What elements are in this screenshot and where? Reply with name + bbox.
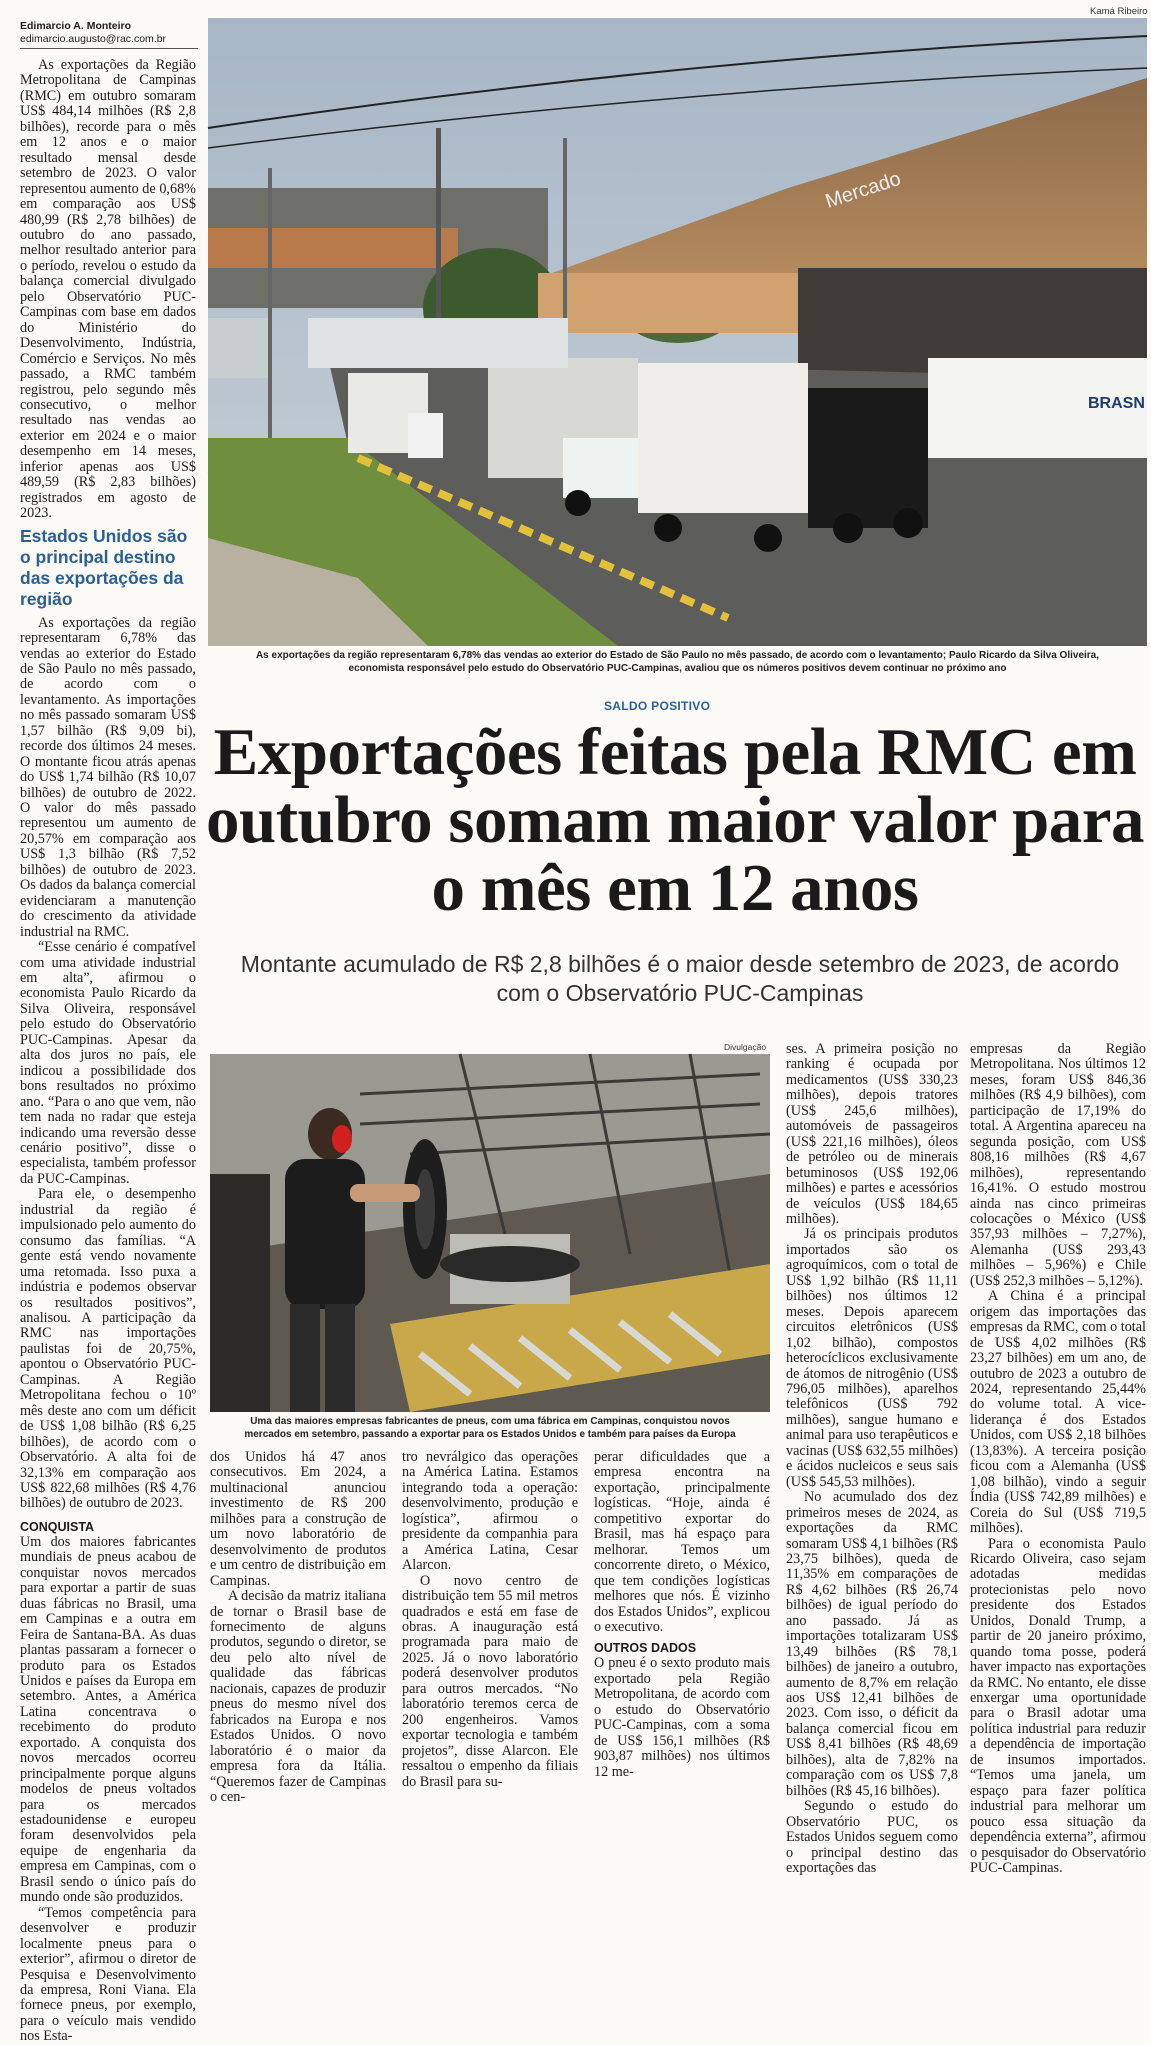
paragraph: perar dificuldades que a empresa encontra na exportação, principalmente logísticas. “Hoje, ainda é competitivo exportar do Brasil, mas há espaço para melhorar. Temos um concorrente direto, o México, que tem condições logísticas melhores que nós. É vizinho dos Estados Unidos”, explicou o executivo. <box>594 1449 770 1635</box>
author-divider <box>20 48 198 49</box>
paragraph: Já os principais produtos importados são os agroquímicos, com o total de US$ 1,92 bilhão (R$ 11,11 bilhões) nos últimos 12 meses. Depois aparecem circuitos eletrônicos (US$ 1,02 bilhão), compostos heterocíclicos exclusivamente de átomos de nitrogênio (US$ 796,05 milhões), aparelhos telefônicos (US$ 792 milhões), sangue humano e animal para uso terapêuticos e vacinas (US$ 632,55 milhões) e ácidos nucleicos e seus sais (US$ 545,53 milhões). <box>786 1226 958 1490</box>
author-email: edimarcio.augusto@rac.com.br <box>20 33 167 45</box>
paragraph: A decisão da matriz italiana de tornar o Brasil base de fornecimento de alguns produtos, segundo o diretor, se deu pelo alto nível de qualidade das fábricas nacionais, capazes de produzir pneus do mesmo nível dos fabricados na Europa e nos Estados Unidos. O novo laboratório é o maior da empresa fora da Itália. “Queremos fazer de Campinas o cen- <box>210 1588 386 1805</box>
caption-line: As exportações da região representaram 6,78% das vendas ao exterior do Estado de São Paulo no mês passado, de acordo com o levantamento; Paulo Ricardo da Silva Oliveira, <box>255 650 1100 661</box>
author-name: Edimarcio A. Monteiro <box>20 20 132 32</box>
paragraph: Para ele, o desempenho industrial da região é impulsionado pelo aumento do consumo das famílias. “A gente está vendo novamente uma retomada. Isso puxa a indústria e podemos observar os resultados positivos”, analisou. A participação da RMC nas importações paulistas foi de 20,75%, apontou o Observatório PUC-Campinas. A Região Metropolitana fechou o 10º mês deste ano com um déficit de US$ 1,08 bilhão (R$ 6,25 bilhões), de acordo com o Observatório. A alta foi de 32,13% em comparação aos US$ 822,68 milhões (R$ 4,76 bilhões) de outubro de 2023. <box>20 1186 196 1512</box>
photo-credit-mid: Divulgação <box>724 1042 767 1052</box>
subhead: Estados Unidos são o principal destino das exportações da região <box>20 525 188 609</box>
paragraph: A China é a principal origem das importações das empresas da RMC, com o total de US$ 4,02 milhões (R$ 23,27 bilhões) em um ano, de outubro de 2023 a outubro de 2024, representando 25,44% do volume total. A vice-liderança é dos Estados Unidos, com US$ 2,18 bilhões (13,83%). A terceira posição ficou com a Alemanha (US$ 1,08 bilhão), vindo a seguir Índia (US$ 742,89 milhões) e Coreia do Sul (US$ 719,5 milhões). <box>970 1288 1146 1537</box>
photo-tire-factory <box>210 1054 770 1412</box>
caption-line: economista responsável pelo estudo do Observatório PUC-Campinas, avaliou que os números positivos devem continuar no próximo ano <box>348 662 1007 674</box>
headline: Exportações feitas pela RMC em outubro somam maior valor para o mês em 12 anos <box>206 715 1144 925</box>
trucks-scene-image <box>208 18 1147 646</box>
svg-text:BRASN: BRASN <box>1088 395 1145 412</box>
paragraph: O pneu é o sexto produto mais exportado pela Região Metropolitana, de acordo com o estudo do Observatório PUC-Campinas, com a soma de US$ 156,1 milhões (R$ 903,87 milhões) nos últimos 12 me- <box>594 1655 770 1780</box>
article-column-3 <box>402 1449 578 1790</box>
paragraph: As exportações da região representaram 6,78% das vendas ao exterior do Estado de São Paulo no mês passado, de acordo com o levantamento. As importações no mês passado somaram US$ 1,57 bilhão (R$ 9,09 bi), recorde dos últimos 24 meses. O montante ficou atrás apenas do US$ 1,74 bilhão (R$ 10,07 bilhões) de outubro de 2022. O valor do mês passado representou um aumento de 20,57% em comparação aos US$ 1,3 bilhão (R$ 7,52 bilhões) de outubro de 2023. Os dados da balança comercial evidenciaram a manutenção do crescimento da atividade industrial na RMC. <box>20 614 196 940</box>
section-subhead: CONQUISTA <box>20 1519 95 1534</box>
paragraph: empresas da Região Metropolitana. Nos últimos 12 meses, foram US$ 846,36 milhões (R$ 4,9 bilhões), com participação de 17,19% do total. A Argentina apareceu na segunda posição, com US$ 808,16 milhões (R$ 4,67 milhões), representando 16,41%. O estudo mostrou ainda nas cinco primeiras colocações o México (US$ 357,93 milhões – 7,27%), Alemanha (US$ 293,43 milhões – 5,96%) e Chile (US$ 252,3 milhões – 5,12%). <box>970 1041 1146 1289</box>
article-column-5 <box>786 1041 958 1877</box>
caption-line: Uma das maiores empresas fabricantes de pneus, com uma fábrica em Campinas, conquistou novos <box>250 1416 730 1427</box>
paragraph: No acumulado dos dez primeiros meses de 2024, as exportações da RMC somaram US$ 4,1 bilhões (R$ 23,75 bilhões), queda de 11,35% em comparações de R$ 4,62 bilhões (R$ 26,74 bilhões) de igual período do ano passado. Já as importações totalizaram US$ 13,49 bilhões (R$ 78,1 bilhões) de janeiro a outubro, aumento de 8,7% em relação aos US$ 12,41 bilhões de 2023. Com isso, o déficit da balança comercial ficou em US$ 8,41 bilhões (R$ 48,69 bilhões), alta de 7,82% na comparação com os US$ 7,8 bilhões (R$ 45,16 bilhões). <box>786 1489 958 1799</box>
photo-trucks <box>208 18 1147 646</box>
article-column-2 <box>210 1449 386 1805</box>
paragraph: tro nevrálgico das operações na América Latina. Estamos integrando toda a operação: desenvolvimento, produção e logística”, afirmou o presidente da companhia para a América Latina, Cesar Alarcon. <box>402 1449 578 1574</box>
article-column-1 <box>20 57 196 2045</box>
paragraph: Segundo o estudo do Observatório PUC, os Estados Unidos seguem como o principal destino das exportações das <box>786 1798 958 1877</box>
svg-text:Mercado: Mercado <box>822 167 904 213</box>
paragraph: “Temos competência para desenvolver e produzir localmente pneus para o exterior”, afirmou o diretor de Pesquisa e Desenvolvimento da empresa, Roni Viana. Ela fornece pneus, por exemplo, para o veículo mais vendido nos Esta- <box>20 1904 196 2045</box>
photo-caption-top <box>210 650 1145 675</box>
paragraph: Um dos maiores fabricantes mundiais de pneus acabou de conquistar novos mercados para exportar a partir de suas duas fábricas no Brasil, uma em Campinas e a outra em Feira de Santana-BA. As duas plantas passaram a fornecer o produto para os Estados Unidos e países da Europa em setembro. Antes, a América Latina concentrava o recebimento do produto exportado. A conquista dos novos mercados ocorreu principalmente porque alguns modelos de pneus voltados para os mercados estadounidense e europeu foram desenvolvidos pela equipe de engenharia da empresa em Campinas, com o Brasil sendo o único país do mundo onde são produzidos. <box>20 1533 196 1906</box>
paragraph: ses. A primeira posição no ranking é ocupada por medicamentos (US$ 330,23 milhões), depois tratores (US$ 245,6 milhões), automóveis de passageiros (US$ 221,16 milhões), óleos de petróleo ou de minerais betuminosos (US$ 192,06 milhões) e partes e acessórios de veículos (US$ 184,65 milhões). <box>786 1041 958 1227</box>
kicker: SALDO POSITIVO <box>604 699 711 713</box>
caption-line: mercados em setembro, passando a exportar para os Estados Unidos e também para países da Europa <box>244 1428 736 1440</box>
deck: Montante acumulado de R$ 2,8 bilhões é o maior desde setembro de 2023, de acordo com o Observatório PUC-Campinas <box>240 951 1120 1006</box>
photo-caption-mid <box>210 1416 770 1441</box>
paragraph: dos Unidos há 47 anos consecutivos. Em 2024, a multinacional anunciou investimento de R$ 200 milhões para a construção de um novo laboratório de desenvolvimento de produtos e um centro de distribuição em Campinas. <box>210 1449 386 1589</box>
section-subhead: OUTROS DADOS <box>594 1641 697 1656</box>
article-column-6 <box>970 1041 1146 1877</box>
photo-credit-top: Kamá Ribeiro <box>1090 6 1148 17</box>
paragraph: “Esse cenário é compatível com uma atividade industrial em alta”, afirmou o economista Paulo Ricardo da Silva Oliveira, responsável pelo estudo do Observatório PUC-Campinas. Apesar da alta dos juros no país, ele indicou a possibilidade dos bons resultados no próximo ano. “Para o ano que vem, não tem nada no radar que esteja indicando uma reversão desse cenário positivo”, disse o especialista, também professor da PUC-Campinas. <box>20 939 196 1187</box>
paragraph: O novo centro de distribuição tem 55 mil metros quadrados e está em fase de obras. A inauguração está programada para maio de 2025. Já o novo laboratório poderá desenvolver produtos para outros mercados. “No laboratório teremos cerca de 200 engenheiros. Vamos exportar tecnologia e também projetos”, disse Alarcon. Ele ressaltou o empenho da filiais do Brasil para su- <box>402 1572 578 1790</box>
paragraph: As exportações da Região Metropolitana de Campinas (RMC) em outubro somaram US$ 484,14 milhões (R$ 2,8 bilhões), recorde para o mês em 12 anos e o maior resultado mensal desde setembro de 2023. O valor representou aumento de 0,68% em comparação aos US$ 480,99 (R$ 2,78 bilhões) de outubro do ano passado, melhor resultado anterior para o período, revelou o estudo da balança comercial divulgado pelo Observatório PUC-Campinas com base em dados do Ministério do Desenvolvimento, Indústria, Comércio e Serviços. No mês passado, a RMC também registrou, pelo segundo mês consecutivo, o melhor resultado nas vendas ao exterior em 2024 e o maior desempenho em 14 meses, inferior apenas aos US$ 489,59 (R$ 2,83 bilhões) registrados em agosto de 2023. <box>20 57 196 522</box>
tire-factory-image <box>210 1054 770 1412</box>
paragraph: Para o economista Paulo Ricardo Oliveira, caso sejam adotadas medidas protecionistas pelo novo presidente dos Estados Unidos, Donald Trump, a partir de 20 janeiro próximo, quando toma posse, poderá haver impacto nas exportações da RMC. No entanto, ele disse enxergar uma oportunidade para o Brasil adotar uma política industrial para reduzir a dependência de importação de insumos importados. “Temos uma janela, um espaço para fazer política industrial para melhorar um pouco essa situação da dependência externa”, afirmou o pesquisador do Observatório PUC-Campinas. <box>970 1535 1146 1877</box>
article-column-4 <box>594 1449 770 1780</box>
